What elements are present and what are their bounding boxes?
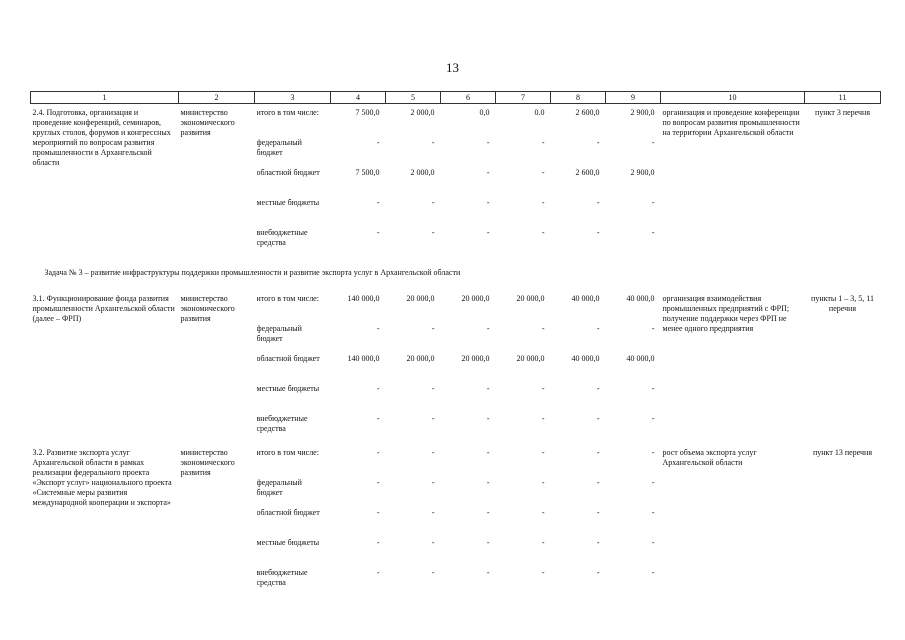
funding-source-label: итого в том числе: [256,108,319,117]
funding-source [255,228,331,258]
value-col-6: - [486,384,490,393]
value-col-6: - [486,448,490,457]
value-col-5: 2 000,0 [410,108,435,117]
funding-source-label: федеральный бюджет [256,138,302,157]
column-header-7: 7 [496,92,551,104]
funding-source-label: внебюджетные средства [256,568,308,587]
table-row [31,290,881,324]
value-col-5: - [431,508,435,517]
value-col-8: - [596,478,600,487]
value-col-9: 40 000,0 [626,294,655,303]
value-col-9: - [651,198,655,207]
value-col-5: - [431,538,435,547]
value-col-7: - [541,414,545,423]
value-col-4: - [376,478,380,487]
funding-source-label: местные бюджеты [256,538,320,547]
measure-name: 3.2. Развитие экспорта услуг Архангельской области в рамках реализации федерального проекта «Экспорт услуг» национального проекта «Системные меры развития международной кооперации и экспорта» [32,448,172,507]
column-header-1: 1 [31,92,179,104]
value-col-8: - [596,568,600,577]
value-col-8: - [596,508,600,517]
value-col-9: - [651,568,655,577]
value-col-7: - [541,538,545,547]
table-row [31,104,881,139]
column-header-4: 4 [331,92,386,104]
indicator-reference: пункты 1 – 3, 5, 11 перечня [811,294,874,313]
value-col-8: - [596,228,600,237]
value-col-4: 140 000,0 [347,294,380,303]
funding-source [255,414,331,444]
value-col-4: - [376,228,380,237]
value-col-4: - [376,198,380,207]
value-col-9: 2 900,0 [630,168,655,177]
value-col-8: 40 000,0 [571,294,600,303]
value-col-9: 40 000,0 [626,354,655,363]
column-header-9: 9 [606,92,661,104]
executor: министерство экономического развития [180,448,235,477]
value-col-5: - [431,478,435,487]
value-col-6: - [486,324,490,333]
funding-source-label: федеральный бюджет [256,478,302,497]
value-col-7: - [541,324,545,333]
value-col-7: - [541,384,545,393]
measure-name: 2.4. Подготовка, организация и проведение конференций, семинаров, круглых столов, форумов и конгрессных мероприятий по вопросам развития промышленности в Архангельской области [32,108,171,167]
funding-source [255,384,331,414]
funding-source-label: местные бюджеты [256,198,320,207]
value-col-6: - [486,538,490,547]
value-col-6: 20 000,0 [461,354,490,363]
funding-source-label: федеральный бюджет [256,324,302,343]
value-col-8: - [596,138,600,147]
funding-source [255,324,331,354]
funding-source [255,198,331,228]
value-col-6: - [486,508,490,517]
value-col-9: - [651,448,655,457]
task-heading-row [31,258,881,290]
value-col-9: 2 900,0 [630,108,655,117]
value-col-7: 20 000,0 [516,294,545,303]
value-col-8: - [596,384,600,393]
value-col-4: 7 500,0 [355,168,380,177]
value-col-4: - [376,538,380,547]
funding-source-label: областной бюджет [256,168,320,177]
column-header-8: 8 [551,92,606,104]
value-col-8: 2 600,0 [575,108,600,117]
value-col-7: 20 000,0 [516,354,545,363]
value-col-6: 20 000,0 [461,294,490,303]
value-col-4: 7 500,0 [355,108,380,117]
value-col-9: - [651,228,655,237]
indicator-reference: пункт 13 перечня [812,448,872,457]
table-row [31,444,881,478]
funding-source [255,508,331,538]
value-col-9: - [651,414,655,423]
value-col-6: - [486,414,490,423]
value-col-7: - [541,478,545,487]
value-col-6: - [486,478,490,487]
value-col-8: - [596,414,600,423]
value-col-5: - [431,138,435,147]
indicator-reference: пункт 3 перечня [814,108,870,117]
value-col-5: 20 000,0 [406,354,435,363]
value-col-6: 0,0 [479,108,490,117]
value-col-5: - [431,414,435,423]
executor: министерство экономического развития [180,108,235,137]
value-col-7: - [541,228,545,237]
value-col-6: - [486,138,490,147]
value-col-5: - [431,198,435,207]
value-col-9: - [651,138,655,147]
value-col-6: - [486,168,490,177]
value-col-8: - [596,448,600,457]
value-col-5: - [431,324,435,333]
column-header-5: 5 [386,92,441,104]
value-col-8: - [596,198,600,207]
value-col-5: - [431,568,435,577]
value-col-8: 2 600,0 [575,168,600,177]
funding-source-label: итого в том числе: [256,448,319,457]
value-col-4: - [376,138,380,147]
funding-source [255,138,331,168]
funding-source [255,444,331,478]
page-number: 13 [446,60,459,75]
program-table [30,91,881,598]
funding-source-label: областной бюджет [256,508,320,517]
funding-source [255,354,331,384]
column-header-3: 3 [255,92,331,104]
funding-source-label: местные бюджеты [256,384,320,393]
value-col-7: - [541,198,545,207]
value-col-9: - [651,478,655,487]
value-col-7: - [541,448,545,457]
value-col-7: - [541,138,545,147]
value-col-4: - [376,568,380,577]
funding-source [255,168,331,198]
value-col-9: - [651,324,655,333]
value-col-5: 20 000,0 [406,294,435,303]
value-col-6: - [486,568,490,577]
funding-source [255,568,331,598]
funding-source-label: внебюджетные средства [256,414,308,433]
funding-source [255,290,331,324]
program-table-container [30,91,880,598]
funding-source-label: итого в том числе: [256,294,319,303]
value-col-4: - [376,448,380,457]
value-col-4: - [376,508,380,517]
expected-result: рост объема экспорта услуг Архангельской области [662,448,757,467]
funding-source-label: областной бюджет [256,354,320,363]
value-col-6: - [486,198,490,207]
value-col-6: - [486,228,490,237]
value-col-7: - [541,508,545,517]
value-col-4: - [376,414,380,423]
column-header-10: 10 [661,92,805,104]
value-col-5: - [431,228,435,237]
value-col-8: - [596,538,600,547]
value-col-5: - [431,448,435,457]
funding-source [255,538,331,568]
value-col-9: - [651,538,655,547]
column-header-11: 11 [805,92,881,104]
value-col-7: 0.0 [534,108,545,117]
funding-source-label: внебюджетные средства [256,228,308,247]
column-header-2: 2 [179,92,255,104]
value-col-4: 140 000,0 [347,354,380,363]
value-col-7: - [541,168,545,177]
measure-name: 3.1. Функционирование фонда развития промышленности Архангельской области (далее – ФРП) [32,294,175,323]
executor: министерство экономического развития [180,294,235,323]
funding-source [255,478,331,508]
value-col-5: - [431,384,435,393]
value-col-7: - [541,568,545,577]
expected-result: организация взаимодействия промышленных предприятий с ФРП; получение поддержки через ФРП не менее одного предприятия [662,294,790,333]
funding-source [255,104,331,139]
value-col-4: - [376,384,380,393]
value-col-4: - [376,324,380,333]
column-number-row [31,92,881,104]
column-header-6: 6 [441,92,496,104]
value-col-8: - [596,324,600,333]
table-body [31,104,881,599]
value-col-8: 40 000,0 [571,354,600,363]
value-col-9: - [651,384,655,393]
expected-result: организация и проведение конференции по вопросам развития промышленности на территории Архангельской области [662,108,800,137]
value-col-9: - [651,508,655,517]
task-heading: Задача № 3 – развитие инфраструктуры поддержки промышленности и развитие экспорта услуг в Архангельской области [44,268,461,277]
value-col-5: 2 000,0 [410,168,435,177]
